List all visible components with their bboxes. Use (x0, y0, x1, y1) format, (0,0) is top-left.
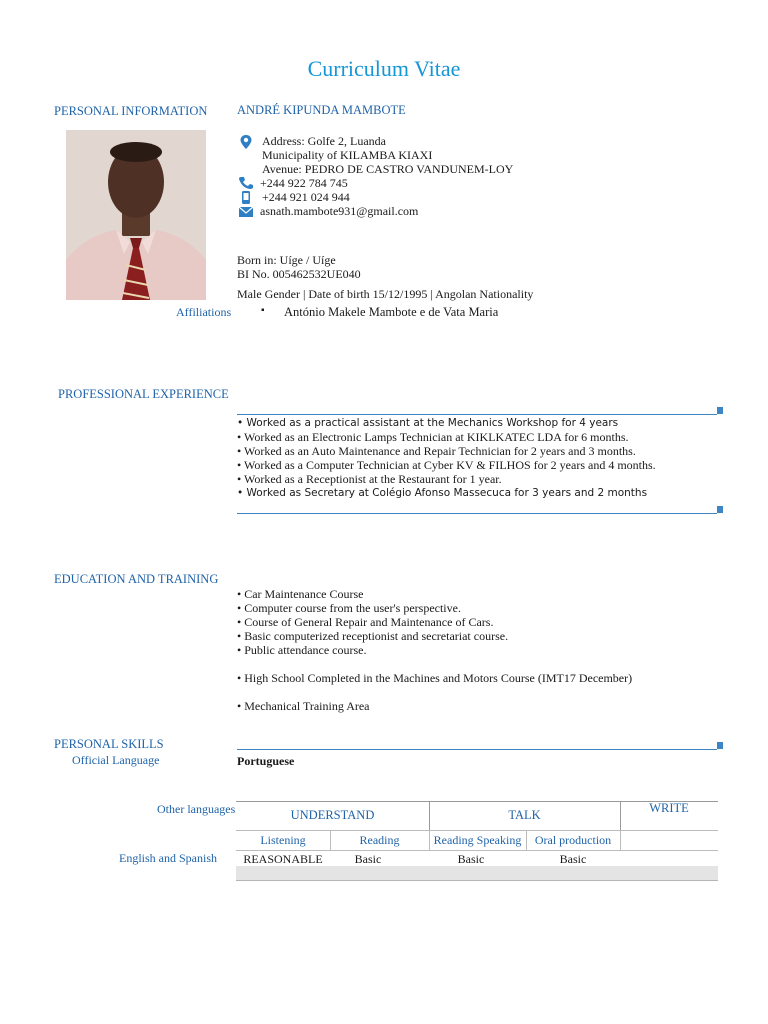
address-line-3: Avenue: PEDRO DE CASTRO VANDUNEM-LOY (262, 162, 514, 176)
affiliations-label: Affiliations (176, 305, 232, 319)
education-item: • Basic computerized receptionist and secretariat course. (237, 629, 509, 643)
education-item: • Mechanical Training Area (237, 699, 370, 713)
email-address[interactable]: asnath.mambote931@gmail.com (260, 204, 419, 218)
profile-photo (66, 130, 206, 300)
personal-skills-heading: PERSONAL SKILLS (54, 737, 164, 751)
section-rule-endcap (717, 407, 723, 414)
official-language-label: Official Language (72, 753, 160, 767)
experience-item: • Worked as an Auto Maintenance and Repair Technician for 2 years and 3 months. (237, 444, 636, 458)
education-item: • High School Completed in the Machines and Motors Course (IMT17 December) (237, 671, 633, 685)
education-item: • Course of General Repair and Maintenance of Cars. (237, 615, 494, 629)
education-item: • Car Maintenance Course (237, 587, 364, 601)
write-header: WRITE (649, 801, 689, 815)
reading-header: Reading (359, 833, 400, 847)
reading-speaking-header: Reading Speaking (433, 833, 522, 847)
table-border (620, 830, 621, 850)
official-language-value: Portuguese (237, 754, 295, 768)
mobile-phone-icon (240, 190, 252, 205)
address-line-2: Municipality of KILAMBA KIAXI (262, 148, 433, 162)
personal-information-heading: PERSONAL INFORMATION (54, 104, 208, 118)
section-rule (237, 513, 717, 514)
reading-value: Basic (354, 852, 382, 866)
oral-production-value: Basic (559, 852, 587, 866)
language-table (236, 801, 718, 881)
table-footer-band (236, 866, 718, 881)
birthplace: Born in: Uíge / Uíge (237, 253, 336, 267)
listening-header: Listening (260, 833, 306, 847)
phone-number[interactable]: +244 922 784 745 (260, 176, 348, 190)
oral-production-header: Oral production (534, 833, 612, 847)
reading-speaking-value: Basic (457, 852, 485, 866)
envelope-icon (238, 206, 254, 218)
education-item: • Public attendance course. (237, 643, 367, 657)
experience-item: • Worked as Secretary at Colégio Afonso Massecuca for 3 years and 2 months (237, 487, 648, 499)
bi-number: BI No. 005462532UE040 (237, 267, 361, 281)
section-rule (237, 414, 717, 415)
listening-value: REASONABLE (243, 852, 323, 866)
phone-icon (238, 176, 254, 190)
other-languages-label: Other languages (157, 802, 236, 816)
experience-item: • Worked as a Computer Technician at Cyber KV & FILHOS for 2 years and 4 months. (237, 458, 656, 472)
table-border (236, 830, 718, 831)
experience-item: • Worked as a Receptionist at the Restaurant for 1 year. (237, 472, 502, 486)
section-rule (237, 749, 717, 750)
affiliations-bullet: ▪ (261, 305, 265, 316)
personal-details: Male Gender | Date of birth 15/12/1995 | Angolan Nationality (237, 287, 534, 301)
table-border (236, 850, 718, 851)
understand-header: UNDERSTAND (290, 808, 375, 822)
location-pin-icon (239, 134, 253, 150)
experience-item: • Worked as an Electronic Lamps Technician at KIKLKATEC LDA for 6 months. (237, 430, 629, 444)
candidate-name: ANDRÉ KIPUNDA MAMBOTE (237, 103, 406, 117)
section-rule-endcap (717, 506, 723, 513)
professional-experience-heading: PROFESSIONAL EXPERIENCE (58, 387, 229, 401)
talk-header: TALK (508, 808, 541, 822)
portrait-image (66, 130, 206, 300)
affiliations-value: António Makele Mambote e de Vata Maria (284, 305, 499, 319)
page-title: Curriculum Vitae (307, 56, 461, 81)
language-row-label: English and Spanish (119, 851, 217, 865)
mobile-number[interactable]: +244 921 024 944 (262, 190, 350, 204)
address-line-1: Address: Golfe 2, Luanda (262, 134, 386, 148)
experience-item: • Worked as a practical assistant at the Mechanics Workshop for 4 years (237, 417, 619, 429)
section-rule-endcap (717, 742, 723, 749)
education-item: • Computer course from the user's perspective. (237, 601, 461, 615)
education-heading: EDUCATION AND TRAINING (54, 572, 219, 586)
